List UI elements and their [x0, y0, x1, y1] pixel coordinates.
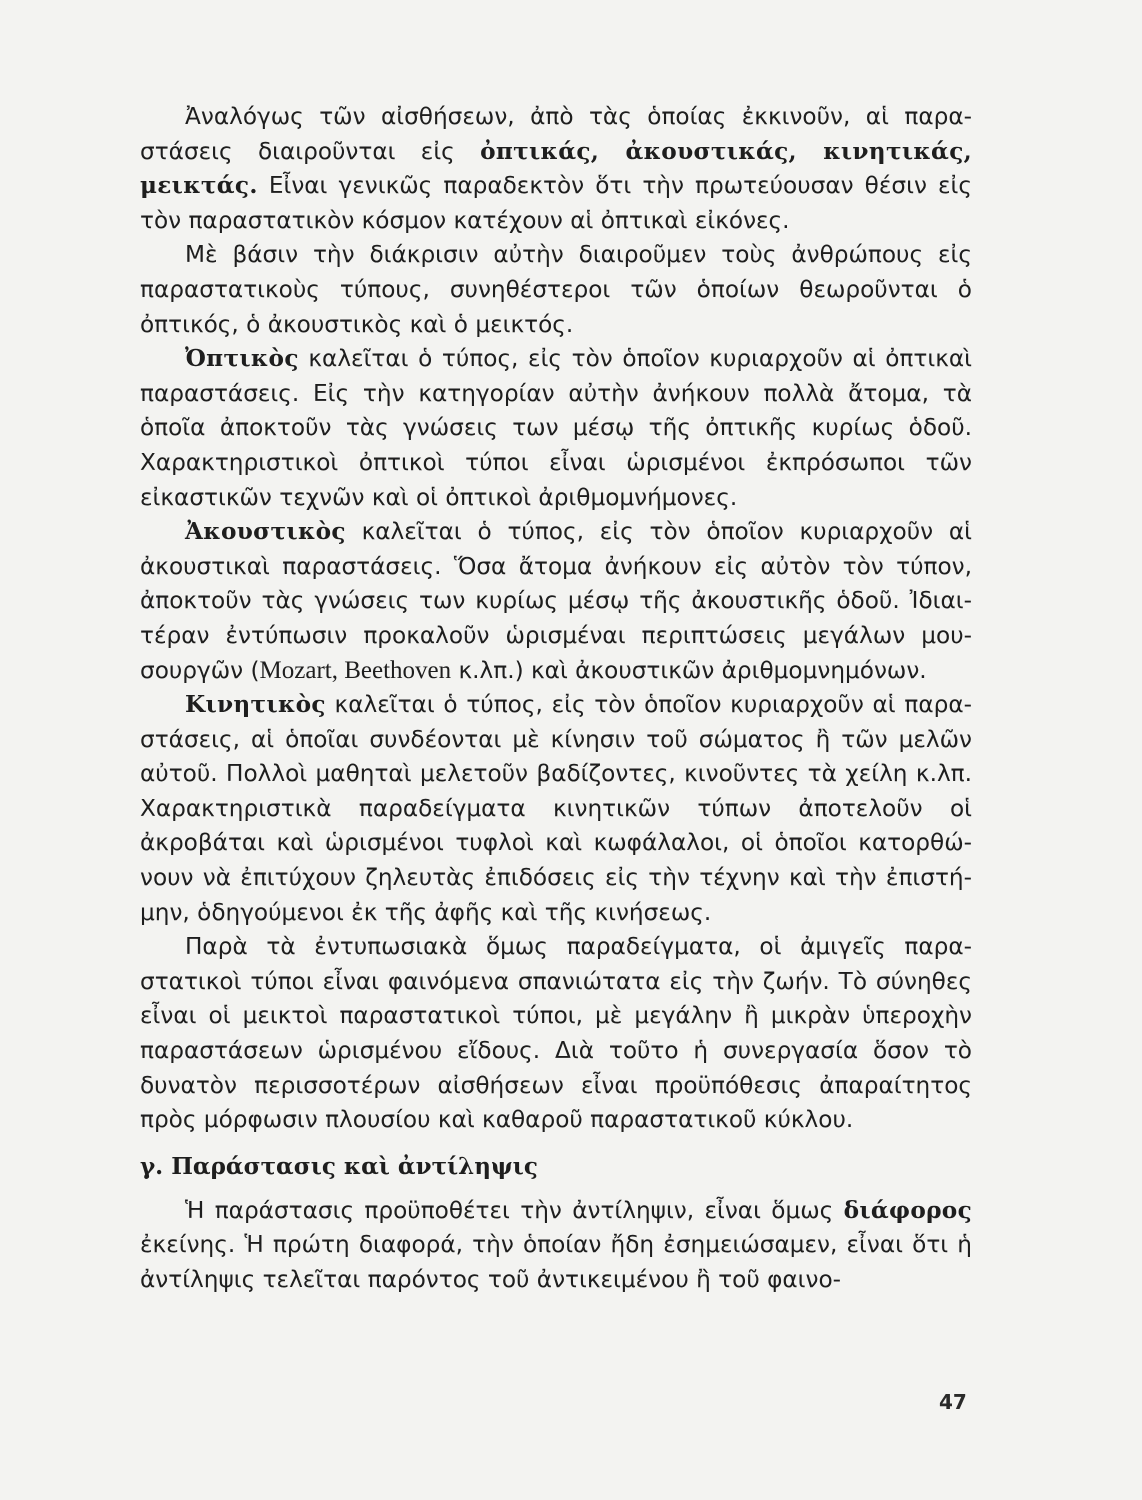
- paragraph-6-text: Παρὰ τὰ ἐντυπωσιακὰ ὅμως παραδείγματα, οἱ ἀμιγεῖς παραστατικοὶ τύποι εἶναι φαινόμενα σπανιώτατα εἰς τὴν ζωήν. Τὸ σύνηθες εἶναι οἱ μεικτοὶ παραστατικοὶ τύποι, μὲ μεγάλην ἢ μικρὰν ὑπεροχὴν παραστάσεων ὡρισμένου εἴδους. Διὰ τοῦτο ἡ συνεργασία ὅσον τὸ δυνατὸν περισσοτέρων αἰσθήσεων εἶναι προϋπόθεσις ἀπαραίτητος πρὸς μόρφωσιν πλουσίου καὶ καθαροῦ παραστατικοῦ κύκλου.: [140, 933, 972, 1134]
- paragraph-2-text: Μὲ βάσιν τὴν διάκρισιν αὐτὴν διαιροῦμεν τοὺς ἀνθρώπους εἰς παραστατικοὺς τύπους, συνηθέστεροι τῶν ὁποίων θεωροῦνται ὁ ὀπτικός, ὁ ἀκουστικὸς καὶ ὁ μεικτός.: [140, 241, 972, 338]
- paragraph-4-tail: κ.λπ.) καὶ ἀκουστικῶν ἀριθμομνημόνων.: [451, 656, 927, 684]
- paragraph-1-bold-terms: ὀπτικάς, ἀκουστικάς, κινητικάς, μεικτάς.: [140, 137, 972, 200]
- paragraph-5-term: Κινητικὸς: [185, 691, 326, 719]
- paragraph-4: [140, 515, 972, 688]
- paragraph-5: [140, 688, 972, 930]
- paragraph-2: [140, 238, 972, 342]
- closing-paragraph-rest: ἐκείνης. Ἡ πρώτη διαφορά, τὴν ὁποίαν ἤδη ἐσημειώσαμεν, εἶναι ὅτι ἡ ἀντίληψις τελεῖται παρόντος τοῦ ἀντικειμένου ἢ τοῦ φαινο-: [140, 1231, 972, 1293]
- paragraph-1-rest: Εἶναι γενικῶς παραδεκτὸν ὅτι τὴν πρωτεύουσαν θέσιν εἰς τὸν παραστατικὸν κόσμον κατέχουν αἱ ὀπτικαὶ εἰκόνες.: [140, 172, 972, 234]
- paragraph-3-rest: καλεῖται ὁ τύπος, εἰς τὸν ὁποῖον κυριαρχοῦν αἱ ὀπτικαὶ παραστάσεις. Εἰς τὴν κατηγορίαν αὐτὴν ἀνήκουν πολλὰ ἄτομα, τὰ ὁποῖα ἀποκτοῦν τὰς γνώσεις των μέσῳ τῆς ὀπτικῆς κυρίως ὁδοῦ. Χαρακτηριστικοὶ ὀπτικοὶ τύποι εἶναι ὡρισμένοι ἐκπρόσωποι τῶν εἰκαστικῶν τεχνῶν καὶ οἱ ὀπτικοὶ ἀριθμομνήμονες.: [140, 345, 972, 511]
- paragraph-1: [140, 100, 972, 238]
- section-heading: γ. Παράστασις καὶ ἀντίληψις: [140, 1152, 538, 1180]
- paragraph-1-intro: Ἀναλόγως τῶν αἰσθήσεων, ἀπὸ τὰς ὁποίας ἐκκινοῦν, αἱ παραστάσεις διαιροῦνται εἰς: [140, 103, 972, 165]
- closing-paragraph: [140, 1194, 972, 1298]
- paragraph-6: [140, 930, 972, 1138]
- paragraph-4-term: Ἀκουστικὸς: [185, 518, 346, 546]
- closing-paragraph-bold: διάφορος: [843, 1196, 972, 1224]
- paragraph-5-rest: καλεῖται ὁ τύπος, εἰς τὸν ὁποῖον κυριαρχοῦν αἱ παραστάσεις, αἱ ὁποῖαι συνδέονται μὲ κίνησιν τοῦ σώματος ἢ τῶν μελῶν αὐτοῦ. Πολλοὶ μαθηταὶ μελετοῦν βαδίζοντες, κινοῦντες τὰ χείλη κ.λπ. Χαρακτηριστικὰ παραδείγματα κινητικῶν τύπων ἀποτελοῦν οἱ ἀκροβάται καὶ ὡρισμένοι τυφλοὶ καὶ κωφάλαλοι, οἱ ὁποῖοι κατορθώνουν νὰ ἐπιτύχουν ζηλευτὰς ἐπιδόσεις εἰς τὴν τέχνην καὶ τὴν ἐπιστήμην, ὁδηγούμενοι ἐκ τῆς ἀφῆς καὶ τῆς κινήσεως.: [140, 691, 972, 926]
- paragraph-3: [140, 342, 972, 515]
- paragraph-4-rest: καλεῖται ὁ τύπος, εἰς τὸν ὁποῖον κυριαρχοῦν αἱ ἀκουστικαὶ παραστάσεις. Ὅσα ἄτομα ἀνήκουν εἰς αὐτὸν τὸν τύπον, ἀποκτοῦν τὰς γνώσεις των κυρίως μέσῳ τῆς ἀκουστικῆς ὁδοῦ. Ἰδιαιτέραν ἐντύπωσιν προκαλοῦν ὡρισμέναι περιπτώσεις μεγάλων μουσουργῶν (: [140, 518, 972, 684]
- paragraph-3-term: Ὀπτικὸς: [185, 345, 299, 373]
- closing-paragraph-intro: Ἡ παράστασις προϋποθέτει τὴν ἀντίληψιν, εἶναι ὅμως: [185, 1196, 844, 1224]
- page-number: 47: [939, 1390, 967, 1414]
- paragraph-4-composers: Mozart, Beethoven: [259, 656, 452, 684]
